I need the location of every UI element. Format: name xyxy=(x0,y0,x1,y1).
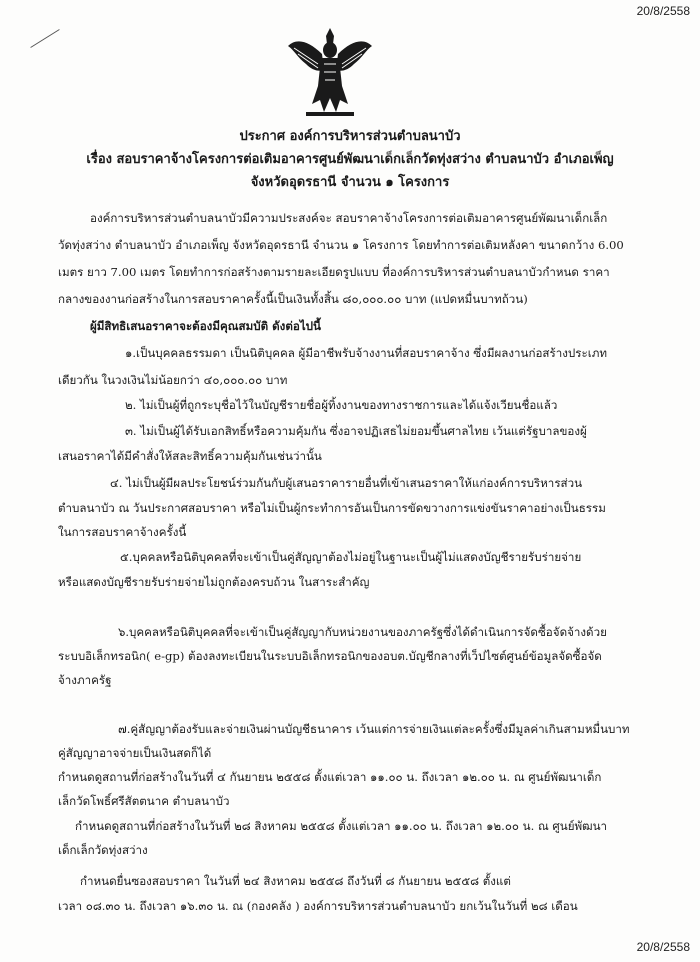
heading-province: จังหวัดอุดรธานี จำนวน ๑ โครงการ xyxy=(250,175,450,190)
body-line: ๓. ไม่เป็นผู้ได้รับเอกสิทธิ์หรือความคุ้มกัน ซึ่งอาจปฏิเสธไม่ยอมขึ้นศาลไทย เว้นแต่รัฐบาลของผู้ xyxy=(125,424,587,438)
body-line: เวลา ๐๘.๓๐ น. ถึงเวลา ๑๖.๓๐ น. ณ (กองคลัง ) องค์การบริหารส่วนตำบลนาบัว ยกเว้นในวันที่ ๒๘ เดือน xyxy=(58,899,578,913)
heading-subject: เรื่อง สอบราคาจ้างโครงการต่อเติมอาคารศูนย์พัฒนาเด็กเล็กวัดทุ่งสว่าง ตำบลนาบัว อำเภอเพ็ญ xyxy=(86,152,614,167)
body-line: ระบบอิเล็กทรอนิก( e-gp) ต้องลงทะเบียนในระบบอิเล็กทรอนิกของอบต.บัญชีกลางที่เว็ปไซต์ศูนย์ข้อมูลจัดซื้อจัด xyxy=(58,649,602,663)
body-line: เมตร ยาว 7.00 เมตร โดยทำการก่อสร้างตามรายละเอียดรูปแบบ ที่องค์การบริหารส่วนตำบลนาบัวกำหนด ราคา xyxy=(58,265,610,279)
body-line: องค์การบริหารส่วนตำบลนาบัวมีความประสงค์จะ สอบราคาจ้างโครงการต่อเติมอาคารศูนย์พัฒนาเด็กเล็ก xyxy=(90,211,608,225)
pen-mark xyxy=(30,29,59,48)
body-line: ๒. ไม่เป็นผู้ที่ถูกระบุชื่อไว้ในบัญชีรายชื่อผู้ทิ้งงานของทางราชการและได้แจ้งเวียนชื่อแล้ว xyxy=(125,398,558,412)
body-line: ๔. ไม่เป็นผู้มีผลประโยชน์ร่วมกันกับผู้เสนอราคารายอื่นที่เข้าเสนอราคาให้แก่องค์การบริหารส่วน xyxy=(110,476,583,490)
heading-title: ประกาศ องค์การบริหารส่วนตำบลนาบัว xyxy=(239,129,461,144)
body-line: คู่สัญญาอาจจ่ายเป็นเงินสดก็ได้ xyxy=(58,746,212,760)
body-line: กลางของงานก่อสร้างในการสอบราคาครั้งนี้เป็นเงินทั้งสิ้น ๘๐,๐๐๐.๐๐ บาท (แปดหมื่นบาทถ้วน) xyxy=(58,292,528,306)
body-line: วัดทุ่งสว่าง ตำบลนาบัว อำเภอเพ็ญ จังหวัดอุดรธานี จำนวน ๑ โครงการ โดยทำการต่อเติมหลังคา ขนาดกว้าง 6.00 xyxy=(58,238,624,252)
body-line: เด็กเล็กวัดทุ่งสว่าง xyxy=(58,843,148,857)
body-line: เดียวกัน ในวงเงินไม่น้อยกว่า ๔๐,๐๐๐.๐๐ บาท xyxy=(58,373,288,387)
garuda-emblem-icon xyxy=(284,24,376,120)
body-line: ๑.เป็นบุคคลธรรมดา เป็นนิติบุคคล ผู้มีอาชีพรับจ้างงานที่สอบราคาจ้าง ซึ่งมีผลงานก่อสร้างประเภท xyxy=(125,346,607,360)
body-line: ๕.บุคคลหรือนิติบุคคลที่จะเข้าเป็นคู่สัญญาต้องไม่อยู่ในฐานะเป็นผู้ไม่แสดงบัญชีรายรับร่ายจ่าย xyxy=(120,550,582,564)
body-line: เสนอราคาได้มีคำสั่งให้สละสิทธิ์ความคุ้มกันเช่นว่านั้น xyxy=(58,449,322,463)
body-line: ๗.คู่สัญญาต้องรับและจ่ายเงินผ่านบัญชีธนาคาร เว้นแต่การจ่ายเงินแต่ละครั้งซึ่งมีมูลค่าเกินสามหมื่นบาท xyxy=(118,722,630,736)
body-line: กำหนดดูสถานที่ก่อสร้างในวันที่ ๔ กันยายน ๒๕๕๘ ตั้งแต่เวลา ๑๑.๐๐ น. ถึงเวลา ๑๒.๐๐ น. ณ ศูนย์พัฒนาเด็ก xyxy=(58,770,602,784)
body-line: ในการสอบราคาจ้างครั้งนี้ xyxy=(58,525,187,539)
body-line: จ้างภาครัฐ xyxy=(58,673,112,687)
body-line: เล็กวัดโพธิ์ศรีสัตตนาค ตำบลนาบัว xyxy=(58,794,230,808)
body-line: ๖.บุคคลหรือนิติบุคคลที่จะเข้าเป็นคู่สัญญากับหน่วยงานของภาครัฐซึ่งได้ดำเนินการจัดซื้อจัดจ้างด้วย xyxy=(118,625,607,639)
date-stamp-top: 20/8/2558 xyxy=(636,4,690,18)
qualifications-heading: ผู้มีสิทธิเสนอราคาจะต้องมีคุณสมบัติ ดังต่อไปนี้ xyxy=(90,319,321,333)
body-line: ตำบลนาบัว ณ วันประกาศสอบราคา หรือไม่เป็นผู้กระทำการอันเป็นการขัดขวางการแข่งขันราคาอย่างเป็นธรรม xyxy=(58,501,606,515)
body-line: กำหนดยื่นซองสอบราคา ในวันที่ ๒๔ สิงหาคม ๒๕๕๘ ถึงวันที่ ๘ กันยายน ๒๕๕๘ ตั้งแต่ xyxy=(80,874,511,888)
body-line: หรือแสดงบัญชีรายรับร่ายจ่ายไม่ถูกต้องครบถ้วน ในสาระสำคัญ xyxy=(58,575,370,589)
date-stamp-bottom: 20/8/2558 xyxy=(636,940,690,954)
body-line: กำหนดดูสถานที่ก่อสร้างในวันที่ ๒๘ สิงหาคม ๒๕๕๘ ตั้งแต่เวลา ๑๑.๐๐ น. ถึงเวลา ๑๒.๐๐ น. ณ ศูนย์พัฒนา xyxy=(75,819,608,833)
